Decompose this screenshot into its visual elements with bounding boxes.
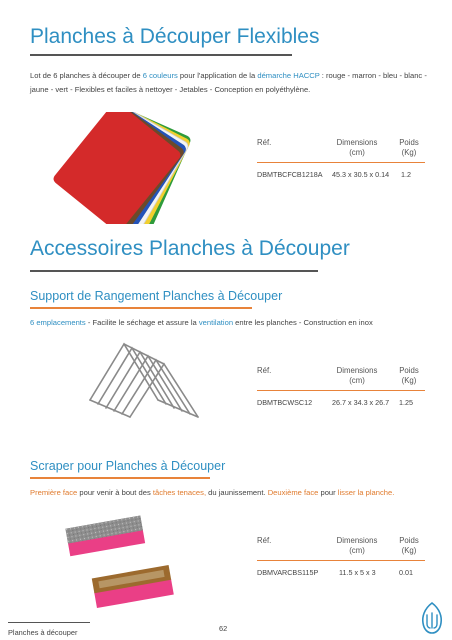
- subsection-underline: [30, 307, 252, 309]
- weight-unit: (Kg): [401, 546, 417, 555]
- weight-unit: (Kg): [401, 376, 417, 385]
- ref-value: DBMTBCFCB1218A: [257, 170, 323, 179]
- table-rule: [257, 390, 425, 391]
- weight-header: Poids: [399, 366, 419, 375]
- product-description: Lot de 6 planches à découper de 6 couleurs pour l'application de la démarche HACCP : rouge - marron - bleu - blanc - jaune - vert - Flexibles et faciles à nettoyer - Jetables - Conception en polyéthylène.: [30, 71, 427, 94]
- dimensions-header: Dimensions: [336, 536, 378, 545]
- dimensions-unit: (cm): [349, 546, 365, 555]
- drying-rack-image: [84, 338, 204, 420]
- ref-value: DBMTBCWSC12: [257, 398, 313, 407]
- dimensions-value: 45.3 x 30.5 x 0.14: [332, 170, 390, 179]
- weight-value: 1.2: [401, 170, 411, 179]
- subsection-underline: [30, 477, 210, 479]
- highlight-text: Deuxième face: [267, 488, 319, 497]
- ref-value: DBMVARCBS115P: [257, 568, 319, 577]
- dimensions-unit: (cm): [349, 148, 365, 157]
- page-title: Planches à Découper Flexibles: [30, 25, 320, 48]
- product-description: Première face pour venir à bout des tâches tenaces, du jaunissement. Deuxième face pour lisser la planche.: [30, 488, 395, 497]
- brand-logo-icon: [420, 601, 444, 635]
- highlight-text: tâches tenaces,: [152, 488, 207, 497]
- ref-header: Réf.: [257, 138, 272, 147]
- dimensions-header: Dimensions: [336, 366, 378, 375]
- scraper-image: [60, 510, 180, 616]
- highlight-text: 6 emplacements: [30, 318, 86, 327]
- spec-table: [257, 536, 425, 586]
- weight-value: 0.01: [399, 568, 413, 577]
- highlight-text: ventilation: [198, 318, 234, 327]
- spec-table: [257, 366, 425, 416]
- highlight-text: démarche HACCP: [257, 71, 320, 80]
- highlight-text: 6 couleurs: [142, 71, 178, 80]
- page-number: 62: [219, 624, 228, 633]
- subsection-title: Scraper pour Planches à Découper: [30, 459, 226, 473]
- highlight-text: lisser la planche.: [337, 488, 395, 497]
- footer-label: Planches à découper: [8, 628, 78, 637]
- highlight-text: Première face: [30, 488, 78, 497]
- dimensions-unit: (cm): [349, 376, 365, 385]
- ref-header: Réf.: [257, 536, 272, 545]
- section-title: Accessoires Planches à Découper: [30, 237, 350, 260]
- dimensions-value: 26.7 x 34.3 x 26.7: [332, 398, 390, 407]
- dimensions-header: Dimensions: [336, 138, 378, 147]
- ref-header: Réf.: [257, 366, 272, 375]
- table-rule: [257, 560, 425, 561]
- footer-divider: [8, 622, 90, 623]
- section-underline: [30, 270, 318, 272]
- spec-table: [257, 138, 425, 188]
- cutting-boards-image: [34, 112, 194, 224]
- weight-header: Poids: [399, 536, 419, 545]
- weight-value: 1.25: [399, 398, 413, 407]
- weight-header: Poids: [399, 138, 419, 147]
- weight-unit: (Kg): [401, 148, 417, 157]
- table-rule: [257, 162, 425, 163]
- subsection-title: Support de Rangement Planches à Découper: [30, 289, 283, 303]
- dimensions-value: 11.5 x 5 x 3: [339, 568, 376, 577]
- product-description: 6 emplacements - Facilite le séchage et assure la ventilation entre les planches - Construction en inox: [30, 318, 373, 327]
- title-underline: [30, 54, 292, 56]
